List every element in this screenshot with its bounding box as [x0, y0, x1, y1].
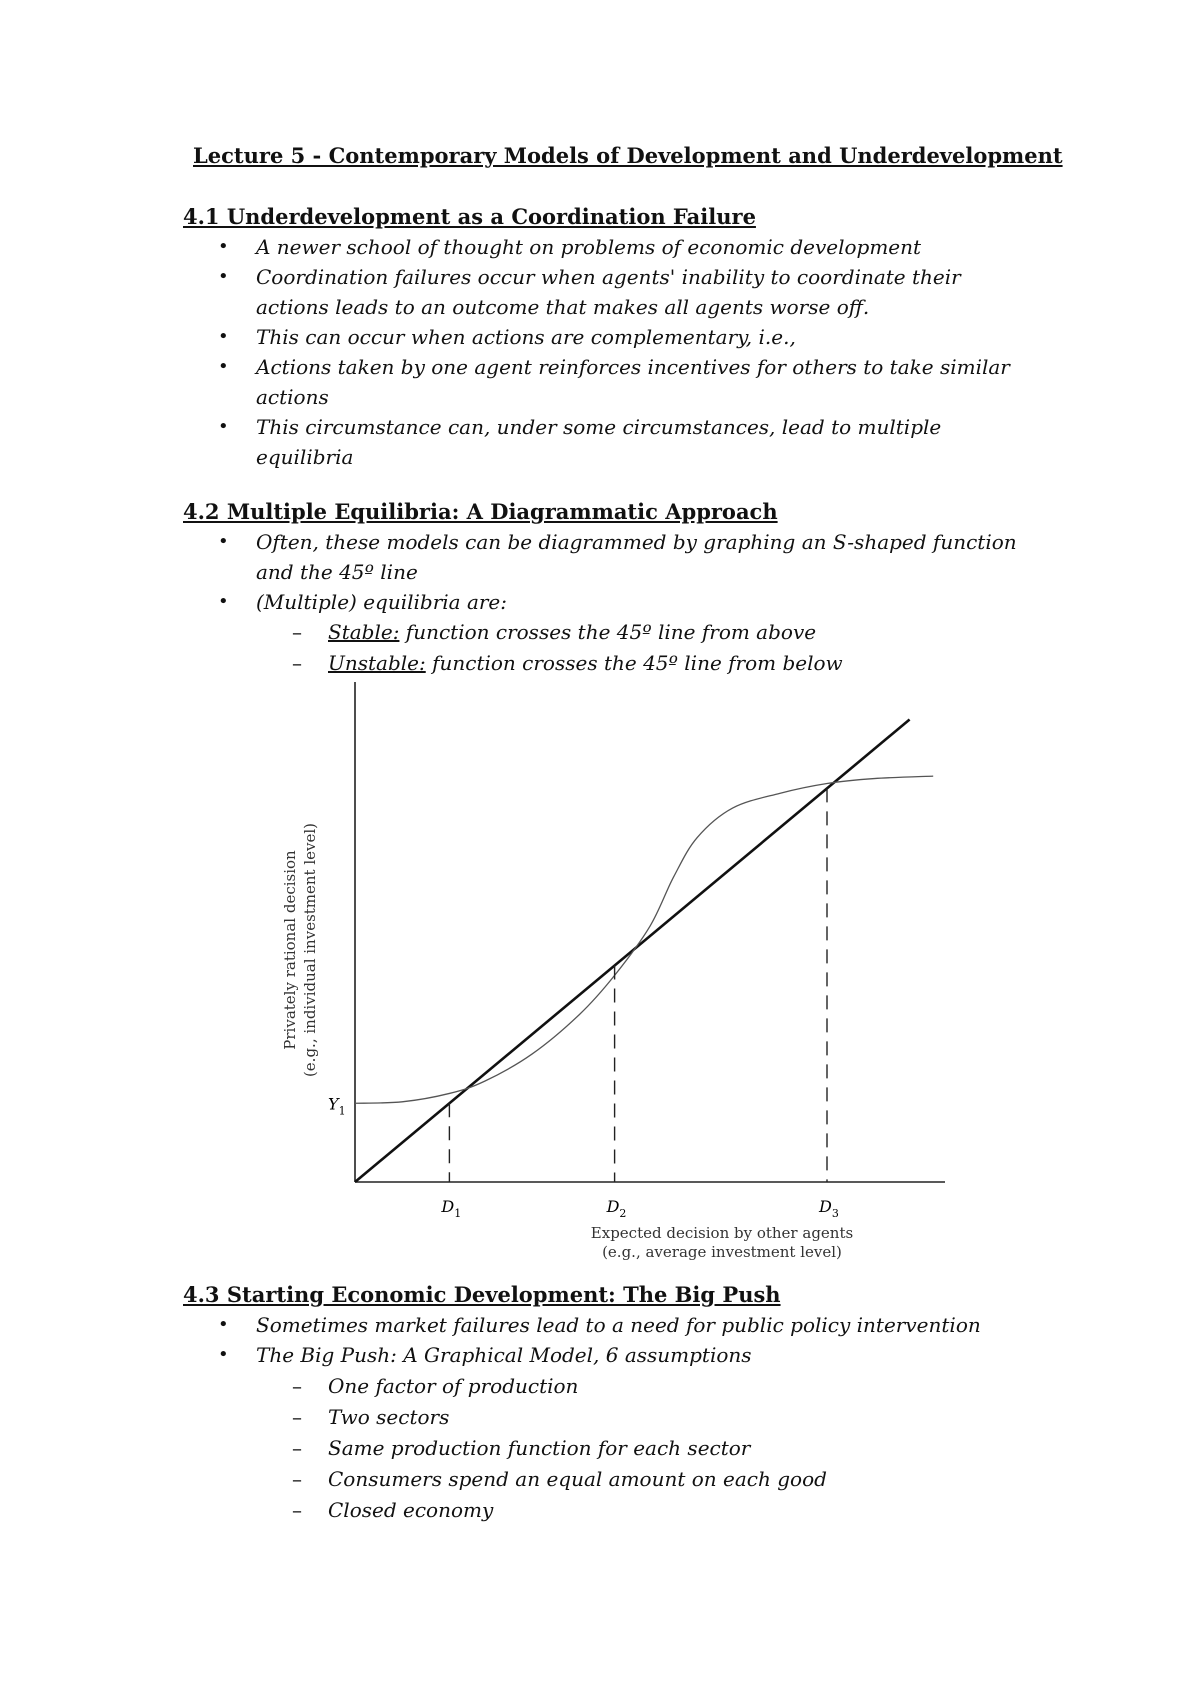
- list-item: [0, 1402, 827, 1433]
- list-item: [0, 1433, 827, 1464]
- list-item-term: Stable:: [328, 620, 400, 644]
- list-item-text: Two sectors: [328, 1405, 450, 1429]
- list-item-text: (Multiple) equilibria are:: [256, 590, 507, 614]
- list-item: [0, 1310, 981, 1340]
- sub-list-4-3: [0, 1371, 827, 1526]
- dash-marker: –: [292, 620, 302, 644]
- bullet-marker: •: [218, 531, 229, 552]
- list-item-text: function crosses the 45º line from below: [425, 651, 843, 675]
- bullet-marker: •: [218, 1344, 229, 1365]
- x-axis-subtitle: (e.g., average investment level): [602, 1243, 842, 1261]
- list-item-text: actions leads to an outcome that makes all agents worse off.: [256, 295, 870, 319]
- list-item-text: actions: [256, 385, 329, 409]
- list-item-term: Unstable:: [328, 651, 426, 675]
- list-item-text: This circumstance can, under some circumstances, lead to multiple: [256, 415, 942, 439]
- section-heading-4-2: 4.2 Multiple Equilibria: A Diagrammatic Approach: [183, 499, 778, 524]
- list-item-text: Same production function for each sector: [328, 1436, 751, 1460]
- list-item-text: Consumers spend an equal amount on each good: [328, 1467, 827, 1491]
- x-tick-label-3: $D_3$: [819, 1197, 839, 1220]
- list-item-text: Often, these models can be diagrammed by graphing an S-shaped function: [256, 530, 1017, 554]
- dash-marker: –: [292, 1498, 302, 1522]
- list-item-text: equilibria: [256, 445, 354, 469]
- list-item-text: One factor of production: [328, 1374, 579, 1398]
- dash-marker: –: [292, 1436, 302, 1460]
- dash-marker: –: [292, 1374, 302, 1398]
- list-item: [0, 1495, 827, 1526]
- bullet-marker: •: [218, 356, 229, 377]
- list-item-text: A newer school of thought on problems of economic development: [256, 235, 922, 259]
- y-axis-subtitle: (e.g., individual investment level): [301, 822, 319, 1078]
- list-item-text: function crosses the 45º line from above: [399, 620, 817, 644]
- list-item-text: This can occur when actions are complementary, i.e.,: [256, 325, 796, 349]
- bullet-marker: •: [218, 416, 229, 437]
- bullet-marker: •: [218, 326, 229, 347]
- bullet-marker: •: [218, 1314, 229, 1335]
- bullet-marker: •: [218, 266, 229, 287]
- y-tick-label: $Y_1$: [328, 1094, 346, 1118]
- list-item-text: Actions taken by one agent reinforces incentives for others to take similar: [256, 355, 1010, 379]
- list-item-text: Coordination failures occur when agents' inability to coordinate their: [256, 265, 961, 289]
- y-axis-title: Privately rational decision: [281, 850, 299, 1050]
- list-item: [0, 1371, 827, 1402]
- list-item: [0, 1464, 827, 1495]
- x-axis-title: Expected decision by other agents: [590, 1224, 854, 1242]
- list-item-text: and the 45º line: [256, 560, 418, 584]
- dash-marker: –: [292, 651, 302, 675]
- bullet-marker: •: [218, 591, 229, 612]
- section-heading-4-1: 4.1 Underdevelopment as a Coordination Failure: [183, 204, 756, 229]
- page-title: Lecture 5 - Contemporary Models of Development and Underdevelopment: [193, 143, 1063, 168]
- list-item-text: Closed economy: [328, 1498, 494, 1522]
- x-tick-label-2: $D_2$: [606, 1197, 627, 1220]
- bullet-list-4-3: [0, 1310, 981, 1370]
- list-item: [0, 1340, 981, 1370]
- dash-marker: –: [292, 1405, 302, 1429]
- list-item-text: The Big Push: A Graphical Model, 6 assumptions: [256, 1343, 752, 1367]
- dash-marker: –: [292, 1467, 302, 1491]
- section-heading-4-3: 4.3 Starting Economic Development: The Big Push: [183, 1282, 781, 1307]
- x-tick-label-1: $D_1$: [441, 1197, 462, 1220]
- bullet-marker: •: [218, 236, 229, 257]
- list-item-text: Sometimes market failures lead to a need for public policy intervention: [256, 1313, 981, 1337]
